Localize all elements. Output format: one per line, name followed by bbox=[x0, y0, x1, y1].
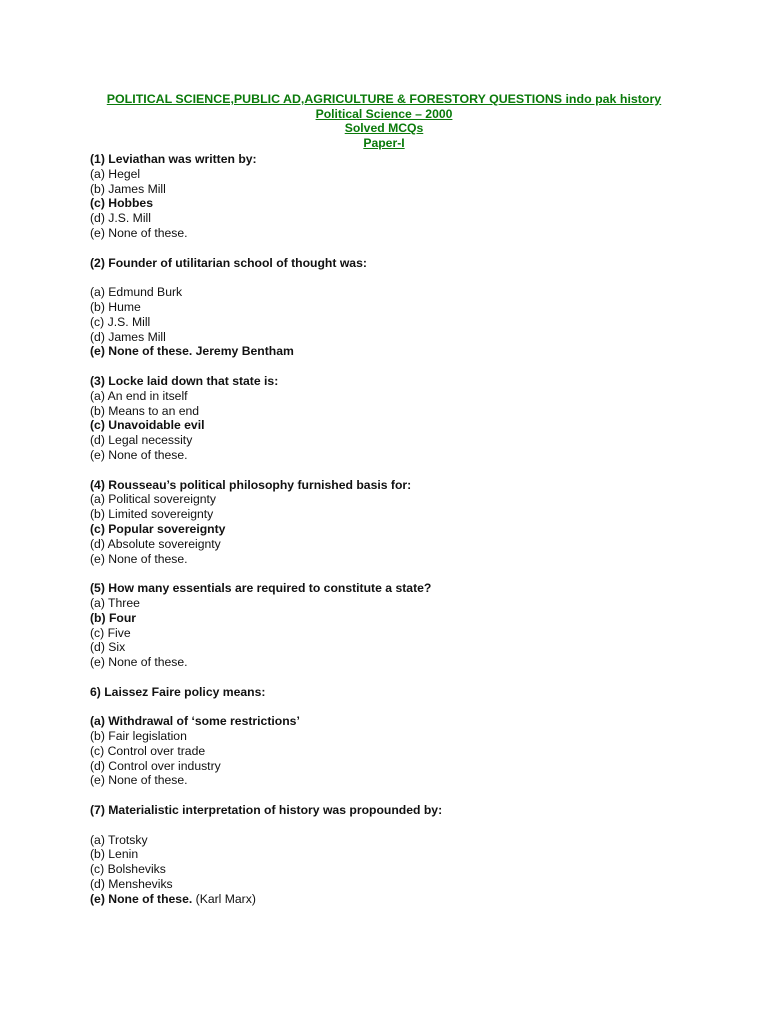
q2-option-a: (a) Edmund Burk bbox=[90, 285, 183, 300]
q4-option-b: (b) Limited sovereignty bbox=[90, 507, 214, 522]
document-subtitle: Solved MCQs bbox=[344, 121, 424, 136]
question-4: (4) Rousseau’s political philosophy furnished basis for: bbox=[90, 477, 412, 492]
q5-option-a: (a) Three bbox=[90, 595, 140, 610]
document-subject: Political Science – 2000 bbox=[315, 106, 453, 121]
document-paper: Paper-I bbox=[363, 135, 405, 150]
q5-option-e: (e) None of these. bbox=[90, 655, 188, 670]
q2-option-d: (d) James Mill bbox=[90, 329, 166, 344]
spacer bbox=[90, 566, 710, 581]
question-3: (3) Locke laid down that state is: bbox=[90, 373, 279, 388]
q1-option-a: (a) Hegel bbox=[90, 166, 141, 181]
q3-option-d: (d) Legal necessity bbox=[90, 433, 193, 448]
q5-option-b-answer: (b) Four bbox=[90, 610, 137, 625]
q3-option-b: (b) Means to an end bbox=[90, 403, 200, 418]
q1-option-b: (b) James Mill bbox=[90, 181, 166, 196]
spacer bbox=[90, 463, 710, 478]
q6-option-d: (d) Control over industry bbox=[90, 758, 221, 773]
q3-option-c-answer: (c) Unavoidable evil bbox=[90, 418, 205, 433]
q7-option-e-row bbox=[90, 892, 710, 907]
q7-option-a: (a) Trotsky bbox=[90, 832, 148, 847]
spacer bbox=[90, 699, 710, 714]
q1-option-c-answer: (c) Hobbes bbox=[90, 196, 153, 211]
q6-option-e: (e) None of these. bbox=[90, 773, 188, 788]
mcq-list bbox=[90, 152, 710, 907]
q4-option-e: (e) None of these. bbox=[90, 551, 188, 566]
q7-option-d: (d) Mensheviks bbox=[90, 877, 173, 892]
document-title: POLITICAL SCIENCE,PUBLIC AD,AGRICULTURE & FORESTORY QUESTIONS indo pak history bbox=[106, 92, 662, 106]
q7-option-e-answer: (e) None of these. bbox=[90, 891, 193, 906]
q7-answer-note: (Karl Marx) bbox=[192, 891, 256, 906]
q6-option-a-answer: (a) Withdrawal of ‘some restrictions’ bbox=[90, 714, 300, 729]
spacer bbox=[90, 241, 710, 256]
spacer bbox=[90, 670, 710, 685]
question-7: (7) Materialistic interpretation of history was propounded by: bbox=[90, 803, 443, 818]
q2-option-e-answer: (e) None of these. Jeremy Bentham bbox=[90, 344, 294, 359]
spacer bbox=[90, 788, 710, 803]
q3-option-e: (e) None of these. bbox=[90, 447, 188, 462]
question-5: (5) How many essentials are required to constitute a state? bbox=[90, 581, 432, 596]
spacer bbox=[90, 818, 710, 833]
q5-option-c: (c) Five bbox=[90, 625, 131, 640]
q4-option-a: (a) Political sovereignty bbox=[90, 492, 216, 507]
q7-option-b: (b) Lenin bbox=[90, 847, 139, 862]
spacer bbox=[90, 270, 710, 285]
q1-option-d: (d) J.S. Mill bbox=[90, 211, 151, 226]
question-2: (2) Founder of utilitarian school of thought was: bbox=[90, 255, 367, 270]
q6-option-c: (c) Control over trade bbox=[90, 743, 206, 758]
q3-option-a: (a) An end in itself bbox=[90, 388, 188, 403]
q2-option-c: (c) J.S. Mill bbox=[90, 314, 151, 329]
document-header bbox=[0, 92, 768, 150]
q5-option-d: (d) Six bbox=[90, 640, 126, 655]
question-6: 6) Laissez Faire policy means: bbox=[90, 684, 266, 699]
q7-option-c: (c) Bolsheviks bbox=[90, 862, 166, 877]
q6-option-b: (b) Fair legislation bbox=[90, 729, 187, 744]
q1-option-e: (e) None of these. bbox=[90, 225, 188, 240]
spacer bbox=[90, 359, 710, 374]
q4-option-c-answer: (c) Popular sovereignty bbox=[90, 521, 226, 536]
q2-option-b: (b) Hume bbox=[90, 299, 141, 314]
question-1: (1) Leviathan was written by: bbox=[90, 152, 257, 166]
q4-option-d: (d) Absolute sovereignty bbox=[90, 536, 221, 551]
